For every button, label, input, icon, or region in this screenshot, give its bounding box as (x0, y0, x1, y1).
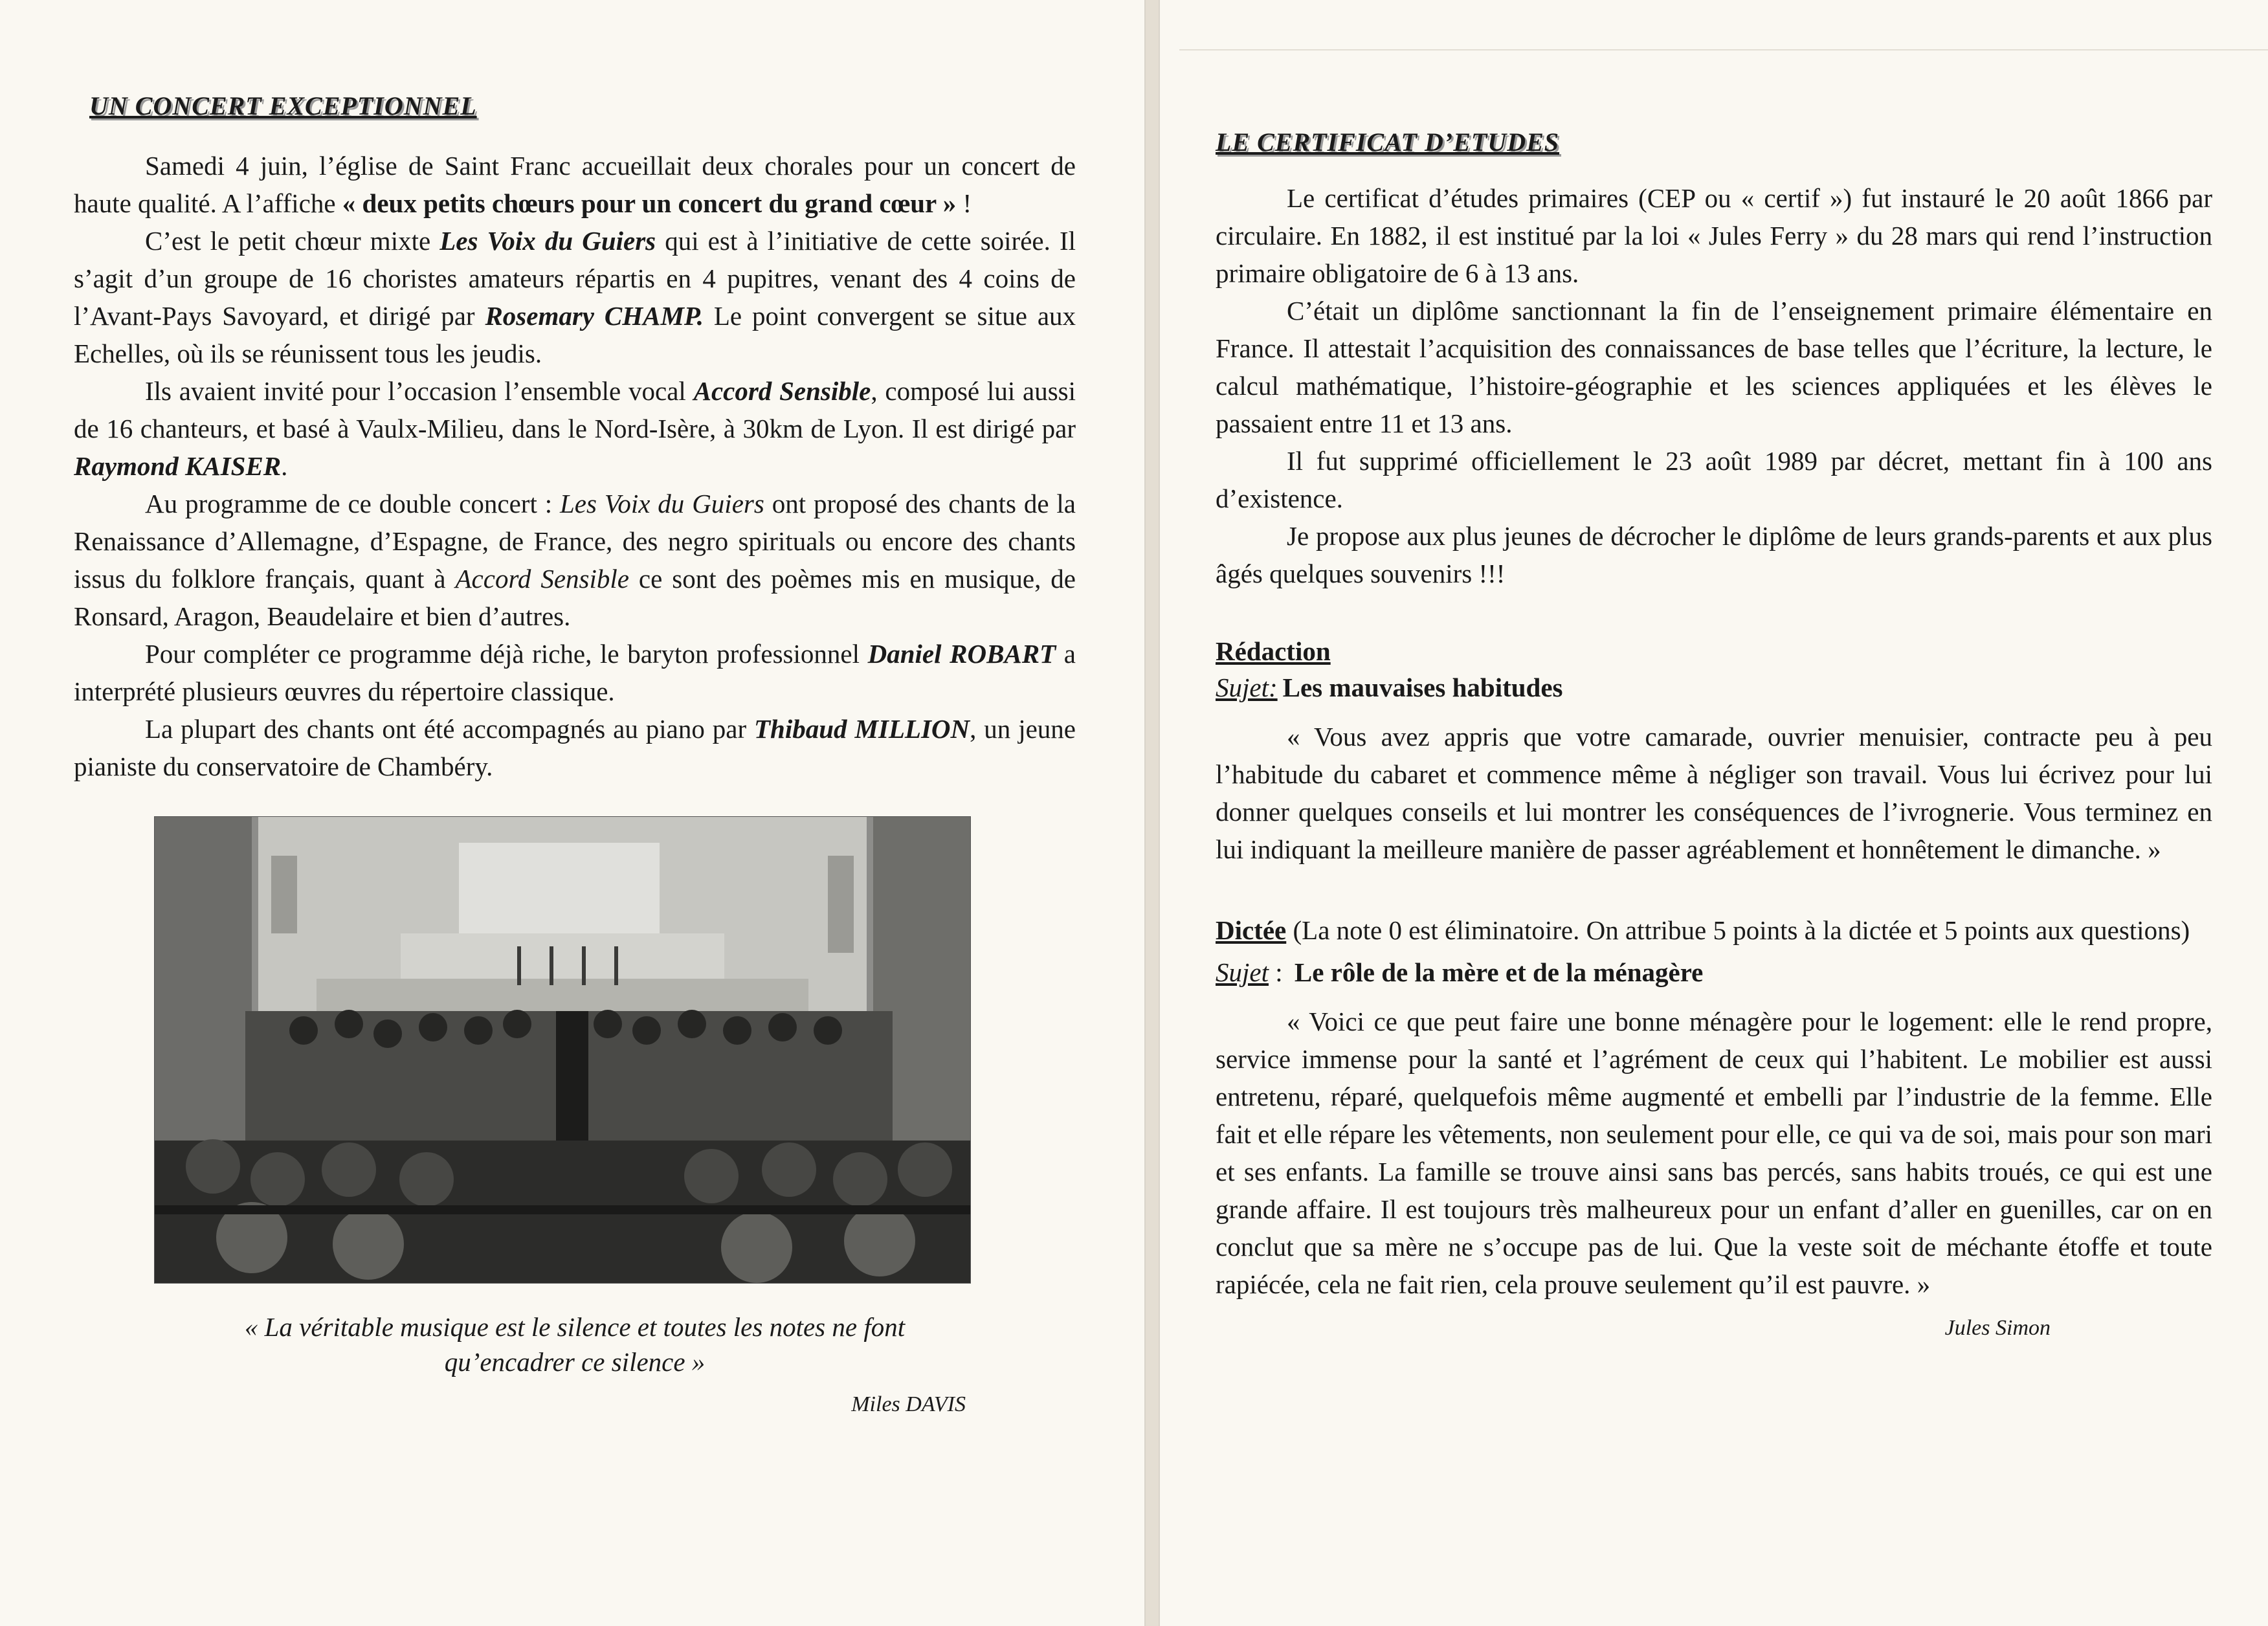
certificat-paragraph-3: Il fut supprimé officiellement le 23 août 1989 par décret, mettant fin à 100 ans d’existence. (1216, 446, 2212, 513)
concert-paragraph-5 (74, 635, 1076, 710)
p6-a: La plupart des chants ont été accompagnés au piano par (145, 714, 755, 744)
p4-choir2: Accord Sensible (455, 564, 629, 594)
dictee-text: « Voici ce que peut faire une bonne ménagère pour le logement: elle le rend propre, service immense pour la santé et l’agrément de ceux qui l’habitent. Le mobilier est aussi entretenu, réparé, quelquefois même augmenté et embelli par l’industrie de la femme. Elle fait et elle répare les vêtements, non seulement pour elle, ce qui va de soi, mais pour son mari et ses enfants. La famille se trouve ainsi sans bas percés, sans habits troués, ce qui est une grande affaire. Il est toujours très malheureux pour un enfant d’aller en guenilles, car on en conclut que sa mère ne s’occupe pas de lui. Que la veste soit de méchante étoffe et toute rapiécée, cela ne fait rien, cela prouve seulement qu’il est pauvre. » (1216, 1007, 2212, 1299)
quote-line-1: « La véritable musique est le silence et toutes les notes ne font (244, 1312, 906, 1342)
book-gutter (1146, 0, 1159, 1626)
p2-a: C’est le petit chœur mixte (145, 226, 440, 256)
baritone-name: Daniel ROBART (867, 639, 1056, 669)
p6-b: , un jeune pianiste du conservatoire de Chambéry. (74, 714, 1076, 781)
p4-choir1: Les Voix du Guiers (560, 489, 764, 518)
dictee-subject-sep: : (1268, 957, 1289, 987)
dictee-label: Dictée (1216, 915, 1287, 945)
pianist-name: Thibaud MILLION (754, 714, 970, 744)
p4-a: Au programme de ce double concert : (145, 489, 560, 518)
dictee-line (1216, 912, 2212, 948)
p5-b: a interprété plusieurs œuvres du répertoire classique. (74, 639, 1076, 706)
dictee-subject: Le rôle de la mère et de la ménagère (1294, 957, 1704, 987)
certificat-title: LE CERTIFICAT D’ETUDES (1216, 128, 1560, 157)
concert-paragraph-3 (74, 372, 1076, 485)
choir-name-voix-du-guiers: Les Voix du Guiers (439, 226, 656, 256)
p2-c: Le point convergent se situe aux Echelles, où ils se réunissent tous les jeudis. (74, 301, 1076, 368)
dictee-author: Jules Simon (1944, 1316, 2051, 1340)
p1-text: Samedi 4 juin, l’église de Saint Franc accueillait deux chorales pour un concert de haute qualité. A l’affiche (74, 151, 1076, 218)
certificat-paragraph-2: C’était un diplôme sanctionnant la fin de l’enseignement primaire élémentaire en France. Il attestait l’acquisition des connaissances de base telles que l’écriture, la lecture, le calcul mathématique, l’histoire-géographie et les sciences appliquées et les élèves le passaient entre 11 et 13 ans. (1216, 296, 2212, 438)
right-page (1159, 0, 2268, 1626)
redaction-subject: Les mauvaises habitudes (1282, 673, 1563, 702)
p3-a: Ils avaient invité pour l’occasion l’ensemble vocal (145, 376, 694, 406)
certificat-paragraph-1: Le certificat d’études primaires (CEP ou « certif ») fut instauré le 20 août 1866 par circulaire. En 1882, il est institué par la loi « Jules Ferry » du 28 mars qui rend l’instruction primaire obligatoire de 6 à 13 ans. (1216, 183, 2212, 288)
right-column (1216, 127, 2212, 1341)
p4-c: ce sont des poèmes mis en musique, de Ronsard, Aragon, Beaudelaire et bien d’autres. (74, 564, 1076, 631)
director-name-raymond: Raymond KAISER (74, 451, 282, 481)
certificat-paragraph-4: Je propose aux plus jeunes de décrocher le diplôme de leurs grands-parents et aux plus âgés quelques souvenirs !!! (1216, 521, 2212, 588)
p2-b: qui est à l’initiative de cette soirée. Il s’agit d’un groupe de 16 choristes amateurs répartis en 4 pupitres, venant des 4 coins de l’Avant-Pays Savoyard, et dirigé par (74, 226, 1076, 331)
redaction-text: « Vous avez appris que votre camarade, ouvrier menuisier, contracte peu à peu l’habitude du cabaret et commence même à négliger son travail. Vous lui écrivez pour lui donner quelques conseils et lui montrer les conséquences de l’ivrognerie. Vous terminez en lui indiquant la meilleure manière de passer agréablement et honnêtement le dimanche. » (1216, 722, 2212, 864)
choir-name-accord-sensible: Accord Sensible (693, 376, 871, 406)
quote-line-2: qu’encadrer ce silence » (444, 1347, 706, 1377)
p5-a: Pour compléter ce programme déjà riche, le baryton professionnel (145, 639, 868, 669)
quote-author: Miles DAVIS (851, 1392, 966, 1416)
concert-paragraph-1 (74, 147, 1076, 222)
left-column (74, 91, 1076, 1417)
choir-concert-photo (154, 816, 971, 1284)
top-rule (1179, 49, 2268, 50)
church-interior-illustration (155, 817, 970, 1283)
p1-end: ! (956, 188, 972, 218)
concert-paragraph-4 (74, 485, 1076, 635)
redaction-label: Rédaction (1216, 636, 1331, 666)
concert-paragraph-6 (74, 710, 1076, 785)
quote (74, 1309, 1076, 1379)
director-name-rosemary: Rosemary CHAMP. (485, 301, 704, 331)
concert-paragraph-2 (74, 222, 1076, 372)
dictee-subject-line (1216, 955, 2212, 990)
p1-bold: « deux petits chœurs pour un concert du grand cœur » (342, 188, 957, 218)
dictee-subject-label: Sujet (1216, 957, 1269, 987)
concert-title: UN CONCERT EXCEPTIONNEL (89, 91, 477, 120)
redaction-subject-label: Sujet: (1216, 673, 1278, 702)
p4-b: ont proposé des chants de la Renaissance d’Allemagne, d’Espagne, de France, des negro spirituals ou encore des chants issus du folklore français, quant à (74, 489, 1076, 594)
redaction-subject-line (1216, 670, 2212, 705)
dictee-note: (La note 0 est éliminatoire. On attribue 5 points à la dictée et 5 points aux questions) (1286, 915, 2190, 945)
p3-b: , composé lui aussi de 16 chanteurs, et basé à Vaulx-Milieu, dans le Nord-Isère, à 30km de Lyon. Il est dirigé par (74, 376, 1076, 443)
p3-c: . (281, 451, 288, 481)
